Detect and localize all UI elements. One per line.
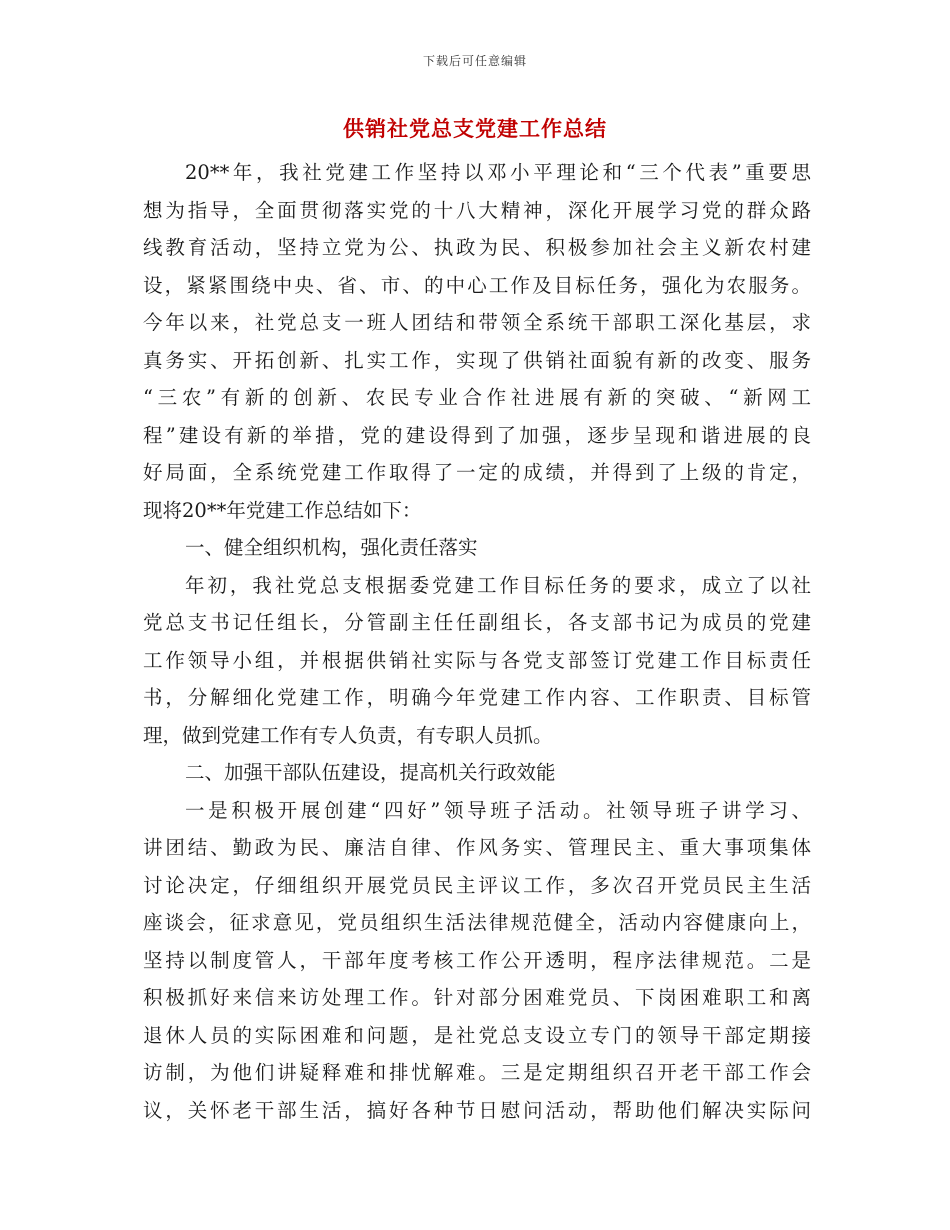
body-line: 理，做到党建工作有专人负责，有专职人员抓。 xyxy=(143,723,553,747)
body-line: 线教育活动，坚持立党为公、执政为民、积极参加社会主义新农村建 xyxy=(143,236,811,259)
body-line: 访制，为他们讲疑释难和排忧解难。三是定期组织召开老干部工作会 xyxy=(143,1061,811,1084)
body-line: 现将20**年党建工作总结如下： xyxy=(143,498,422,522)
body-line: “三农”有新的创新、农民专业合作社进展有新的突破、“新网工 xyxy=(143,386,811,409)
body-line: 讨论决定，仔细组织开展党员民主评议工作，多次召开党员民主生活 xyxy=(143,873,811,897)
body-line: 坚持以制度管人，干部年度考核工作公开透明，程序法律规范。二是 xyxy=(143,948,811,972)
body-line: 今年以来，社党总支一班人团结和带领全系统干部职工深化基层，求 xyxy=(143,311,811,334)
body-line: 退休人员的实际困难和问题，是社党总支设立专门的领导干部定期接 xyxy=(143,1023,811,1047)
body-line: 程”建设有新的举措，党的建设得到了加强，逐步呈现和谐进展的良 xyxy=(143,423,811,447)
body-line: 积极抓好来信来访处理工作。针对部分困难党员、下岗困难职工和离 xyxy=(143,986,811,1009)
document-body xyxy=(143,154,811,1129)
body-line: 党总支书记任组长，分管副主任任副组长，各支部书记为成员的党建 xyxy=(143,611,811,634)
body-line: 年初，我社党总支根据委党建工作目标任务的要求，成立了以社 xyxy=(185,573,811,597)
body-line: 书，分解细化党建工作，明确今年党建工作内容、工作职责、目标管 xyxy=(143,686,811,709)
body-line: 20**年，我社党建工作坚持以邓小平理论和“三个代表”重要思 xyxy=(185,161,811,184)
document-title: 供销社党总支党建工作总结 xyxy=(343,116,607,141)
section-heading: 一、健全组织机构，强化责任落实 xyxy=(185,536,478,559)
body-line: 座谈会，征求意见，党员组织生活法律规范健全，活动内容健康向上， xyxy=(143,911,811,934)
body-line: 讲团结、勤政为民、廉洁自律、作风务实、管理民主、重大事项集体 xyxy=(143,836,811,859)
header-note: 下载后可任意编辑 xyxy=(422,54,527,68)
section-heading: 二、加强干部队伍建设，提高机关行政效能 xyxy=(185,761,556,784)
body-line: 设，紧紧围绕中央、省、市、的中心工作及目标任务，强化为农服务。 xyxy=(143,273,811,297)
body-line: 议，关怀老干部生活，搞好各种节日慰问活动，帮助他们解决实际问 xyxy=(143,1098,811,1122)
body-line: 真务实、开拓创新、扎实工作，实现了供销社面貌有新的改变、服务 xyxy=(143,348,811,372)
body-line: 好局面，全系统党建工作取得了一定的成绩，并得到了上级的肯定， xyxy=(143,461,811,484)
body-line: 一是积极开展创建“四好”领导班子活动。社领导班子讲学习、 xyxy=(185,798,811,822)
body-line: 想为指导，全面贯彻落实党的十八大精神，深化开展学习党的群众路 xyxy=(143,198,811,222)
body-line: 工作领导小组，并根据供销社实际与各党支部签订党建工作目标责任 xyxy=(143,648,811,672)
